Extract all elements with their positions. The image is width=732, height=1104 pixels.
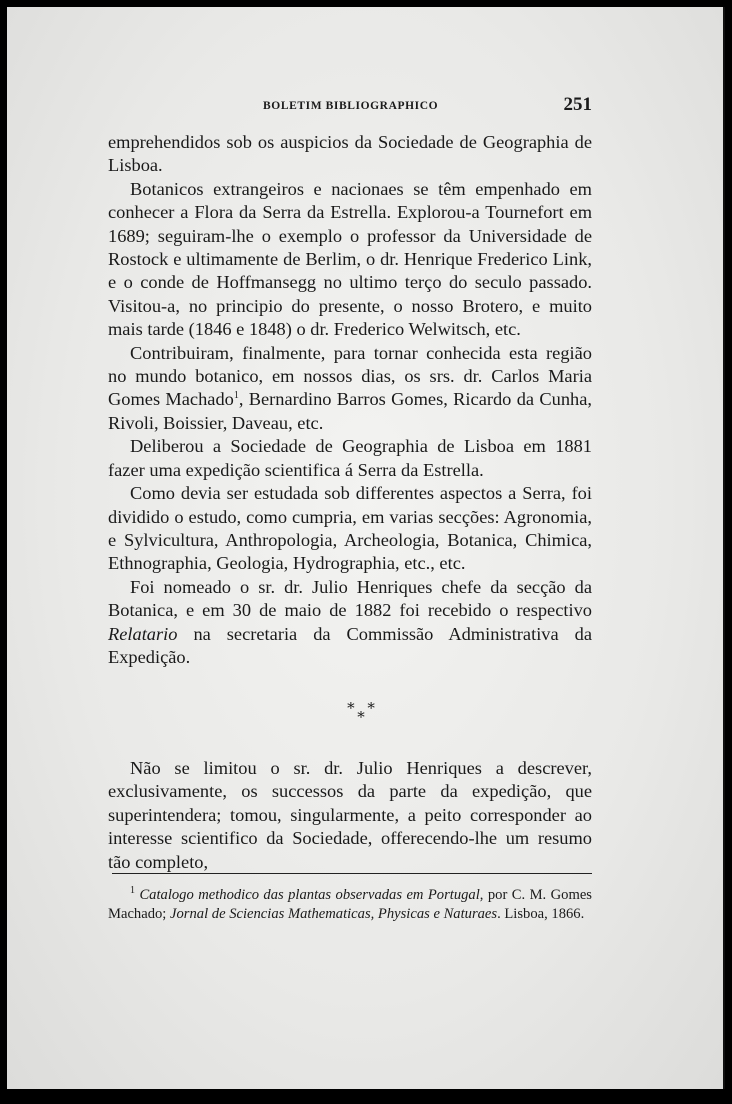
paragraph-7: Não se limitou o sr. dr. Julio Henriques a descrever, exclusivamente, os successos da parte da expedição, que superintendera; tomou, singularmente, a peito corresponder ao interesse scientifico da Sociedade, offerecendo-lhe um resumo tão completo, (108, 758, 592, 872)
paragraph-1: emprehendidos sob os auspicios da Sociedade de Geographia de Lisboa. (108, 132, 592, 176)
page-header (107, 94, 592, 120)
footnote-end: . Lisboa, 1866. (497, 906, 585, 922)
relatario-italic: Relatario (108, 623, 178, 644)
asterism-separator: * * * (347, 699, 379, 726)
running-title: BOLETIM BIBLIOGRAPHICO (263, 100, 439, 112)
paragraph-6-after: na secretaria da Commissão Administrativa da Expedição. (108, 623, 592, 667)
page-number: 251 (563, 94, 592, 115)
footnote-divider (112, 873, 592, 874)
footnote-catalog-title: Catalogo methodico das plantas observadas em Portugal (139, 887, 480, 903)
footnote-number: 1 (130, 885, 135, 897)
footnote-text (108, 886, 592, 924)
paragraph-2: Botanicos extrangeiros e nacionaes se têm empenhado em conhecer a Flora da Serra da Estrella. Explorou-a Tournefort em 1689; seguiram-lhe o exemplo o professor da Universidade de Rostock e ultimamente de Berlim, o dr. Henrique Frederico Link, e o conde de Hoffmansegg no ultimo terço do seculo passado. Visitou-a, no principio do presente, o nosso Brotero, e muito mais tarde (1846 e 1848) o dr. Frederico Welwitsch, etc. (108, 178, 592, 340)
main-text (108, 131, 592, 669)
paragraph-3 (108, 342, 592, 436)
paragraph-5: Como devia ser estudada sob differentes aspectos a Serra, foi dividido o estudo, como cumpria, em varias secções: Agronomia, e Sylvicultura, Anthropologia, Archeologia, Botanica, Chimica, Ethnographia, Geologia, Hydrographia, etc., etc. (108, 483, 592, 574)
paragraph-6-before: Foi nomeado o sr. dr. Julio Henriques chefe da secção da Botanica, e em 30 de maio de 1882 foi recebido o respectivo (108, 576, 592, 621)
footnote-reference: 1 (233, 390, 239, 402)
paragraph-3-before: Contribuiram, finalmente, para tornar conhecida esta região no mundo botanico, em nossos dias, os srs. dr. Carlos Maria Gomes Machado (108, 342, 592, 410)
paragraph-6 (108, 576, 592, 670)
book-page (7, 7, 725, 1089)
paragraph-3-after: , Bernardino Barros Gomes, Ricardo da Cunha, Rivoli, Boissier, Daveau, etc. (108, 389, 592, 433)
footnote-journal-title: Jornal de Sciencias Mathematicas, Physicas e Naturaes (170, 906, 498, 922)
paragraph-4: Deliberou a Sociedade de Geographia de Lisboa em 1881 fazer uma expedição scientifica á Serra da Estrella. (108, 436, 592, 480)
footnote (108, 886, 592, 924)
second-section (108, 757, 592, 874)
footnote-middle: , por C. M. Gomes Machado; (108, 887, 592, 922)
